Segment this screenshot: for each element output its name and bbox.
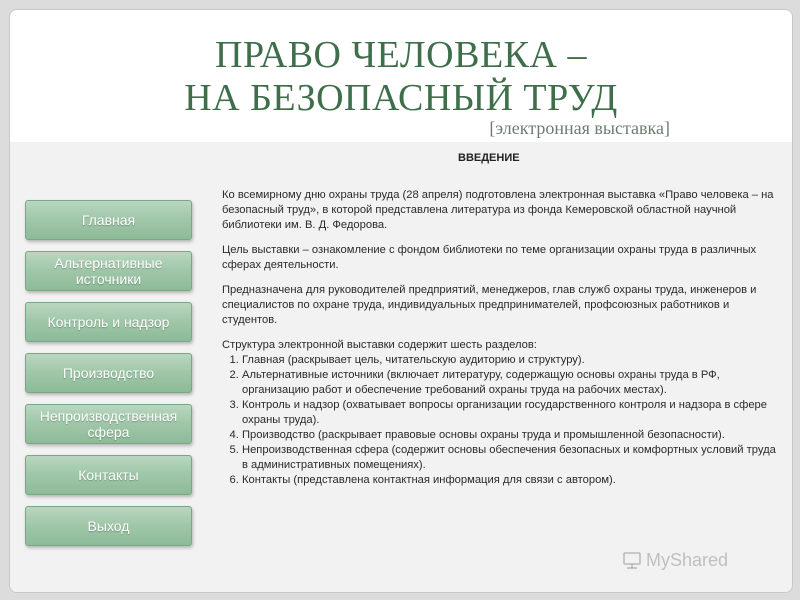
nav-button-alternative-sources[interactable] xyxy=(25,251,192,291)
watermark-text: MyShared xyxy=(646,550,729,570)
watermark xyxy=(622,550,728,571)
nav-button-production[interactable] xyxy=(25,353,192,393)
nav-button-label: Непроизводственная сфера xyxy=(39,408,178,440)
myshared-logo-icon xyxy=(622,550,642,570)
list-item: 3. Контроль и надзор (охватывает вопросы организации государственного контроля и надзора в сфере охраны труда). xyxy=(242,398,777,428)
intro-paragraph: Ко всемирному дню охраны труда (28 апреля) подготовлена электронная выставка «Право человека – на безопасный труд», в которой представлена литература из фонда Кемеровской областной научной библиотеки им. В. Д. Федорова. xyxy=(222,189,774,231)
structure-intro: Структура электронной выставки содержит шесть разделов: xyxy=(222,339,537,351)
nav-button-exit[interactable] xyxy=(25,506,192,546)
list-item: 1. Главная (раскрывает цель, читательскую аудиторию и структуру). xyxy=(242,353,777,368)
nav-button-label: Контакты xyxy=(78,467,139,483)
nav-button-label: Производство xyxy=(62,365,155,381)
nav-button-label: Выход xyxy=(87,518,130,534)
section-heading: ВВЕДЕНИЕ xyxy=(458,152,520,164)
slide xyxy=(9,9,793,593)
nav-button-home[interactable] xyxy=(25,200,192,240)
intro-text xyxy=(222,188,777,488)
sections-list xyxy=(222,353,777,488)
nav-button-non-production[interactable] xyxy=(25,404,192,444)
nav-button-label: Главная xyxy=(81,212,136,228)
list-item: 2. Альтернативные источники (включает литературу, содержащую основы охраны труда в РФ, организацию работ и обеспечение требований охраны труда на рабочих местах). xyxy=(242,368,777,398)
nav-button-control[interactable] xyxy=(25,302,192,342)
slide-title-line2: НА БЕЗОПАСНЫЙ ТРУД xyxy=(184,77,618,119)
goal-paragraph: Цель выставки – ознакомление с фондом библиотеки по теме организации охраны труда в различных сферах деятельности. xyxy=(222,244,757,271)
nav-button-label: Контроль и надзор xyxy=(47,314,170,330)
nav-button-contacts[interactable] xyxy=(25,455,192,495)
slide-title-line1: ПРАВО ЧЕЛОВЕКА – xyxy=(215,34,587,76)
list-item: 4. Производство (раскрывает правовые основы охраны труда и промышленной безопасности). xyxy=(242,428,777,443)
list-item: 5. Непроизводственная сфера (содержит основы обеспечения безопасных и комфортных условий труда в административных помещениях). xyxy=(242,443,777,473)
slide-subtitle: [электронная выставка] xyxy=(489,118,670,138)
list-item: 6. Контакты (представлена контактная информация для связи с автором). xyxy=(242,473,777,488)
nav-button-label: Альтернативные источники xyxy=(54,255,163,287)
audience-paragraph: Предназначена для руководителей предприятий, менеджеров, глав служб охраны труда, инженеров и специалистов по охране труда, индивидуальных предпринимателей, профсоюзных работников и студентов. xyxy=(222,284,757,326)
